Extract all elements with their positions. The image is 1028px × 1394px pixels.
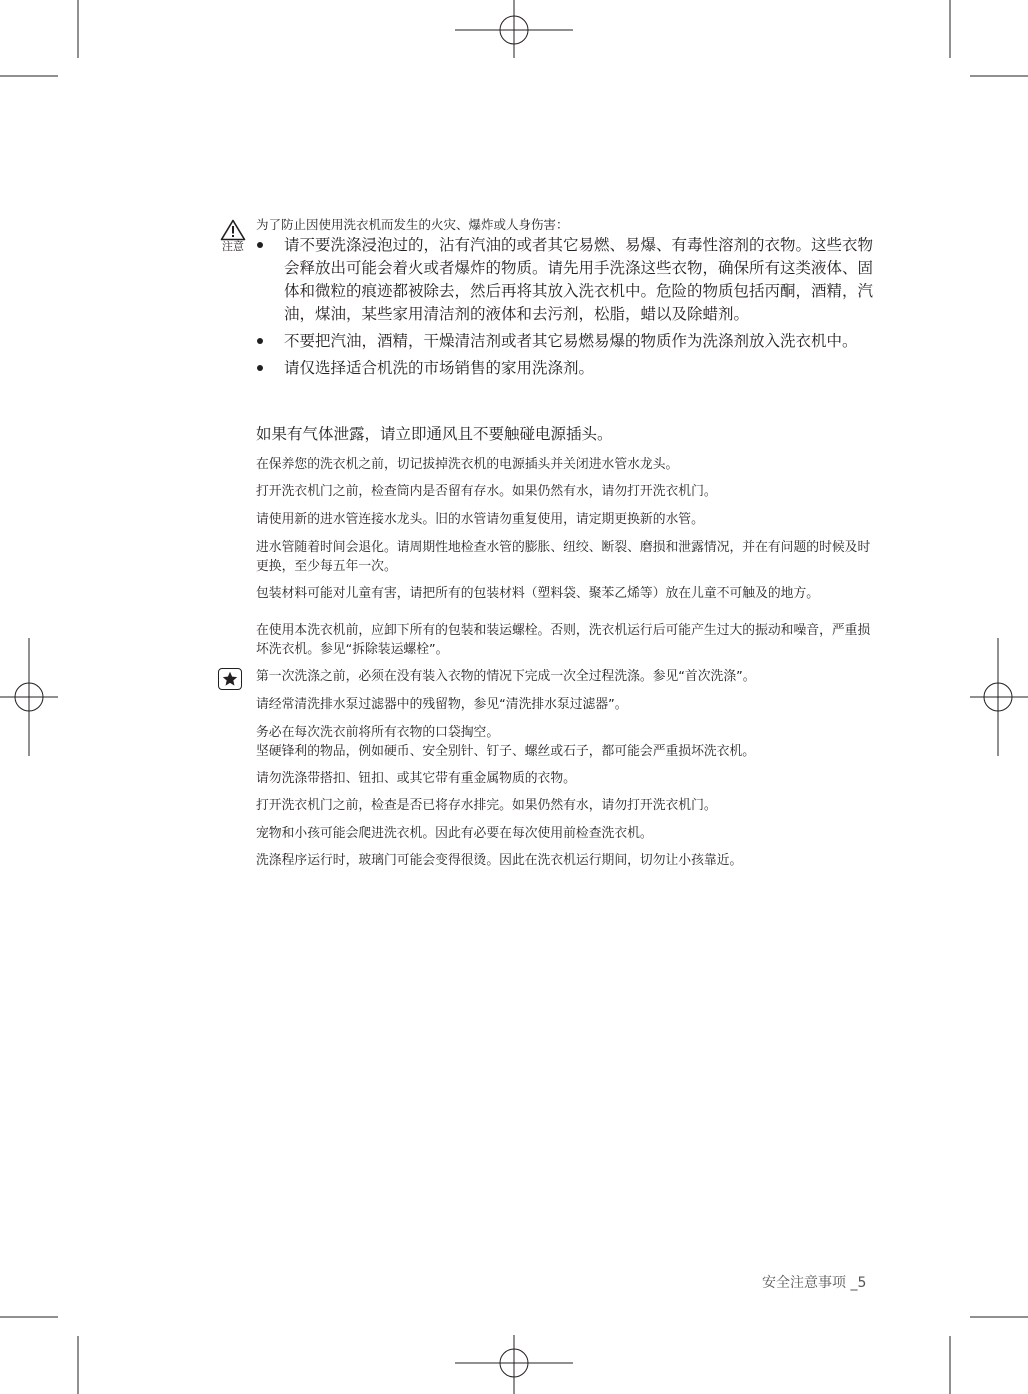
star-note-icon bbox=[222, 671, 238, 687]
note-paragraph: 洗涤程序运行时，玻璃门可能会变得很烫。因此在洗衣机运行期间，切勿让小孩靠近。 bbox=[256, 853, 743, 868]
gas-leak-warning: 如果有气体泄露，请立即通风且不要触碰电源插头。 bbox=[256, 425, 613, 443]
caution-badge bbox=[218, 219, 248, 253]
page-footer bbox=[762, 1272, 866, 1292]
caution-paragraph: 打开洗衣机门之前，检查筒内是否留有存水。如果仍然有水，请勿打开洗衣机门。 bbox=[256, 484, 717, 499]
registration-mark-bottom bbox=[455, 1335, 573, 1394]
bullet-item: 不要把汽油，酒精，干燥清洁剂或者其它易燃易爆的物质作为洗涤剂放入洗衣机中。 bbox=[256, 330, 882, 353]
footer-section-title: 安全注意事项 bbox=[762, 1275, 846, 1291]
warning-triangle-icon bbox=[220, 219, 246, 241]
caution-paragraph: 在保养您的洗衣机之前，切记拔掉洗衣机的电源插头并关闭进水管水龙头。 bbox=[256, 457, 679, 472]
note-paragraph: 请勿洗涤带搭扣、钮扣、或其它带有重金属物质的衣物。 bbox=[256, 771, 576, 786]
note-paragraph: 第一次洗涤之前，必须在没有装入衣物的情况下完成一次全过程洗涤。参见“首次洗涤”。 bbox=[256, 669, 756, 684]
page-number: _5 bbox=[850, 1275, 867, 1291]
note-paragraph: 请经常清洗排水泵过滤器中的残留物，参见“清洗排水泵过滤器”。 bbox=[256, 697, 628, 712]
caution-paragraph: 请使用新的进水管连接水龙头。旧的水管请勿重复使用，请定期更换新的水管。 bbox=[256, 512, 704, 527]
registration-mark-right bbox=[970, 638, 1028, 756]
caution-paragraph: 在使用本洗衣机前，应卸下所有的包装和装运螺栓。否则，洗衣机运行后可能产生过大的振动和噪音，严重损坏洗衣机。参见“拆除装运螺栓”。 bbox=[256, 623, 871, 657]
caution-paragraph: 包装材料可能对儿童有害，请把所有的包装材料（塑料袋、聚苯乙烯等）放在儿童不可触及的地方。 bbox=[256, 586, 820, 601]
note-badge bbox=[218, 668, 242, 690]
note-paragraph: 坚硬锋利的物品，例如硬币、安全别针、钉子、螺丝或石子，都可能会严重损坏洗衣机。 bbox=[256, 744, 756, 759]
caution-intro: 为了防止因使用洗衣机而发生的火灾、爆炸或人身伤害： bbox=[256, 217, 569, 232]
caution-label: 注意 bbox=[222, 240, 244, 253]
caution-bullet-list bbox=[256, 234, 882, 384]
registration-mark-left bbox=[0, 638, 58, 756]
note-paragraph: 打开洗衣机门之前，检查是否已将存水排完。如果仍然有水，请勿打开洗衣机门。 bbox=[256, 798, 717, 813]
registration-mark-top bbox=[455, 0, 573, 58]
bullet-item: 请仅选择适合机洗的市场销售的家用洗涤剂。 bbox=[256, 357, 882, 380]
caution-paragraph: 进水管随着时间会退化。请周期性地检查水管的膨胀、纽绞、断裂、磨损和泄露情况，并在有问题的时候及时更换，至少每五年一次。 bbox=[256, 540, 871, 574]
bullet-item: 请不要洗涤浸泡过的，沾有汽油的或者其它易燃、易爆、有毒性溶剂的衣物。这些衣物会释放出可能会着火或者爆炸的物质。请先用手洗涤这些衣物，确保所有这类液体、固体和微粒的痕迹都被除去，然后再将其放入洗衣机中。危险的物质包括丙酮，酒精，汽油，煤油，某些家用清洁剂的液体和去污剂，松脂，蜡以及除蜡剂。 bbox=[256, 234, 882, 326]
note-paragraph: 宠物和小孩可能会爬进洗衣机。因此有必要在每次使用前检查洗衣机。 bbox=[256, 826, 653, 841]
note-paragraph: 务必在每次洗衣前将所有衣物的口袋掏空。 bbox=[256, 725, 500, 740]
